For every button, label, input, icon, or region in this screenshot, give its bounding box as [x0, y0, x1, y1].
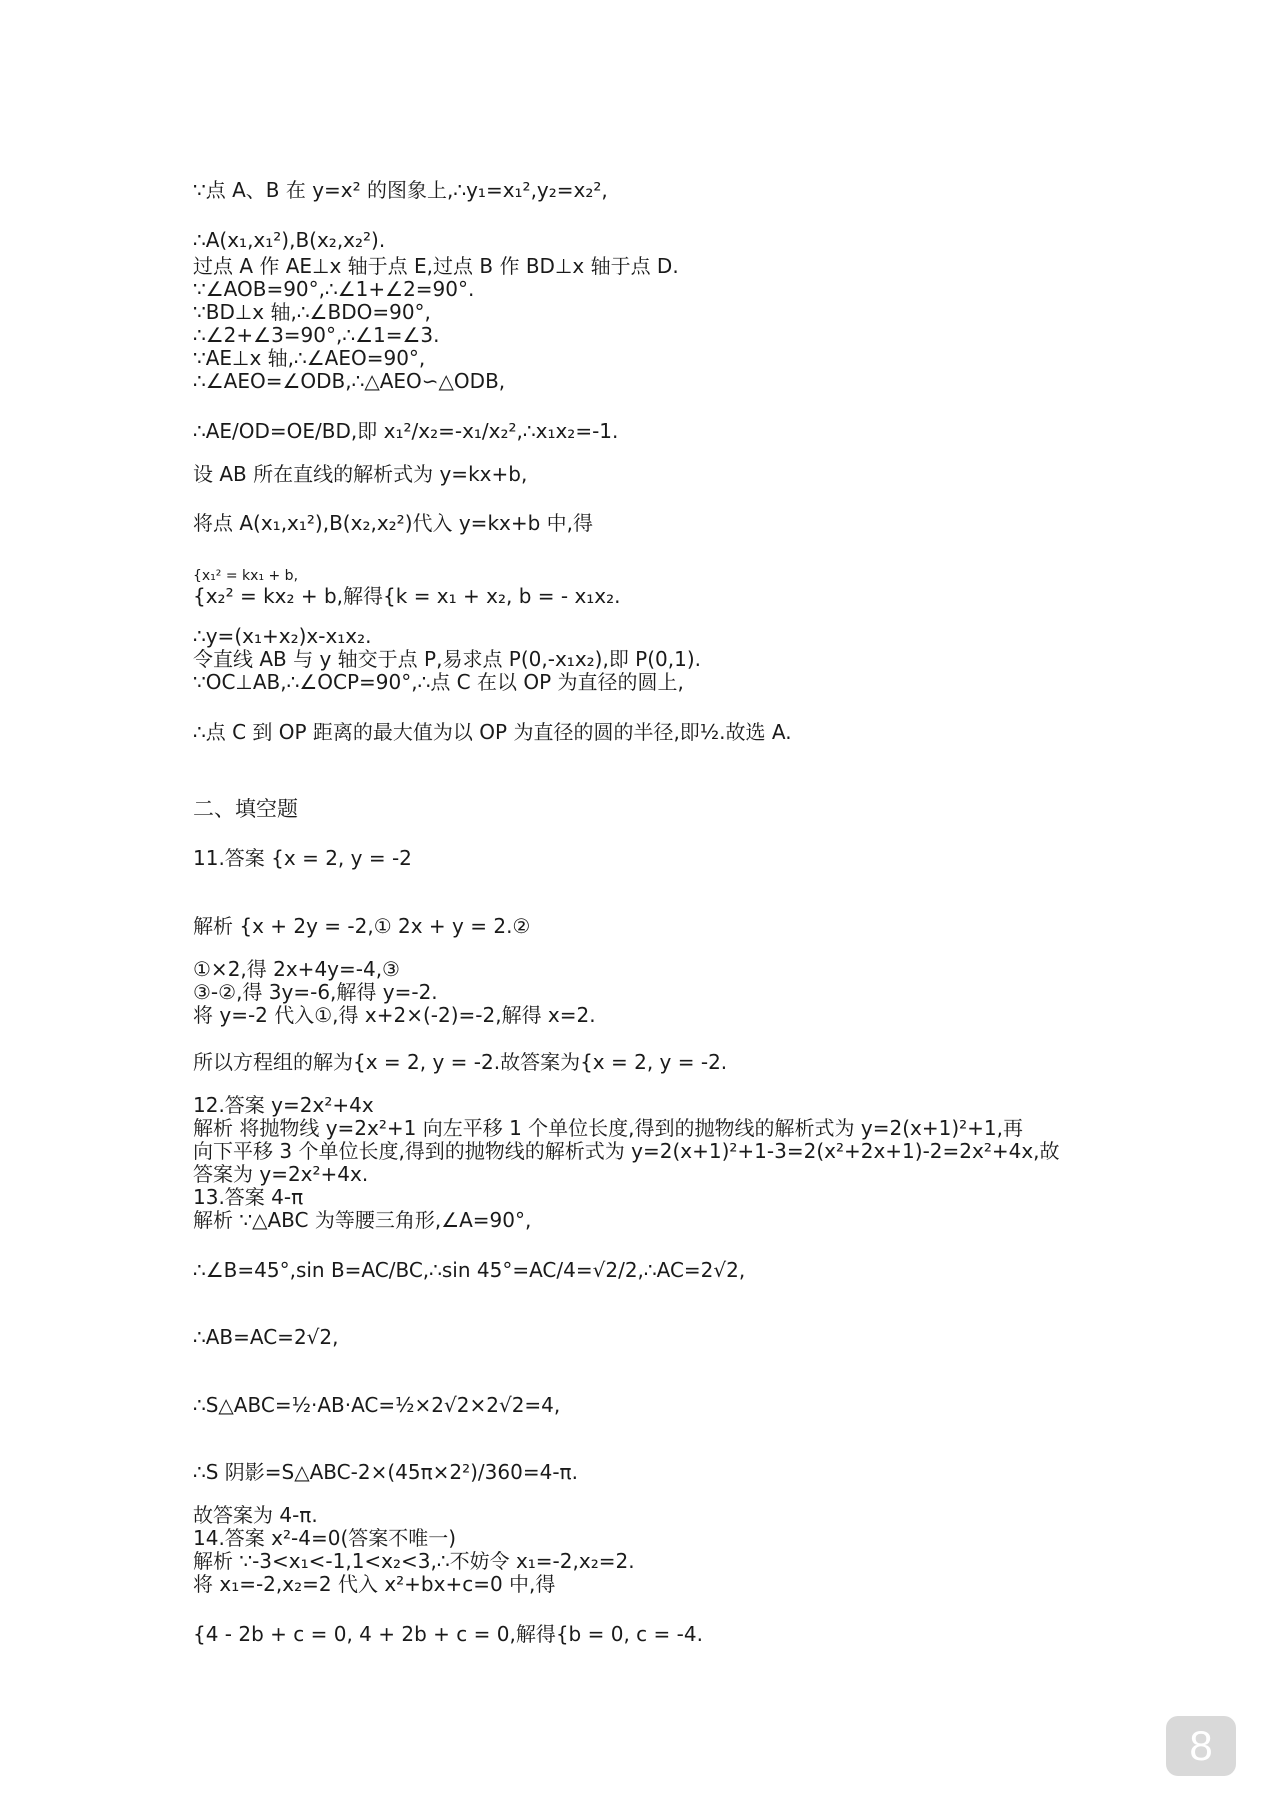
page-number-badge: 8: [1166, 1716, 1236, 1776]
text-line: ∴AE/OD=OE/BD,即 x₁²/x₂=-x₁/x₂²,∴x₁x₂=-1.: [193, 419, 619, 443]
text-line: ∴A(x₁,x₁²),B(x₂,x₂²).: [193, 228, 386, 252]
answer-line: 14.答案 x²-4=0(答案不唯一): [193, 1526, 457, 1550]
text-line: ∴∠AEO=∠ODB,∴△AEO∽△ODB,: [193, 369, 506, 393]
text-line: 将 x₁=-2,x₂=2 代入 x²+bx+c=0 中,得: [193, 1572, 556, 1596]
text-line: ∴S 阴影=S△ABC-2×(45π×2²)/360=4-π.: [193, 1460, 578, 1484]
text-line: 解析 {x + 2y = -2,① 2x + y = 2.②: [193, 914, 531, 938]
answer-line: 13.答案 4-π: [193, 1185, 304, 1209]
text-line: ∴AB=AC=2√2,: [193, 1325, 339, 1349]
text-line: ∵BD⊥x 轴,∴∠BDO=90°,: [193, 300, 431, 324]
text-line: 令直线 AB 与 y 轴交于点 P,易求点 P(0,-x₁x₂),即 P(0,1).: [193, 647, 702, 671]
text-line: 将 y=-2 代入①,得 x+2×(-2)=-2,解得 x=2.: [193, 1003, 596, 1027]
text-line: 所以方程组的解为{x = 2, y = -2.故答案为{x = 2, y = -2.: [193, 1050, 728, 1074]
text-line: ∵OC⊥AB,∴∠OCP=90°,∴点 C 在以 OP 为直径的圆上,: [193, 670, 684, 694]
text-line: 向下平移 3 个单位长度,得到的抛物线的解析式为 y=2(x+1)²+1-3=2(x²+2x+1)-2=2x²+4x,故: [193, 1139, 1060, 1163]
text-line: 故答案为 4-π.: [193, 1503, 318, 1527]
text-line: ∵AE⊥x 轴,∴∠AEO=90°,: [193, 346, 426, 370]
text-line: 答案为 y=2x²+4x.: [193, 1162, 369, 1186]
text-line: ∵∠AOB=90°,∴∠1+∠2=90°.: [193, 277, 475, 301]
text-line: 设 AB 所在直线的解析式为 y=kx+b,: [193, 462, 528, 486]
text-line: ∴∠2+∠3=90°,∴∠1=∠3.: [193, 323, 440, 347]
answer-line: 11.答案 {x = 2, y = -2: [193, 846, 412, 870]
text-line: ∴S△ABC=½·AB·AC=½×2√2×2√2=4,: [193, 1393, 561, 1417]
text-line: 过点 A 作 AE⊥x 轴于点 E,过点 B 作 BD⊥x 轴于点 D.: [193, 254, 679, 278]
text-line: ∴∠B=45°,sin B=AC/BC,∴sin 45°=AC/4=√2/2,∴AC=2√2,: [193, 1258, 746, 1282]
text-line: ∴y=(x₁+x₂)x-x₁x₂.: [193, 624, 372, 648]
equation-line: {x₂² = kx₂ + b,解得{k = x₁ + x₂, b = - x₁x₂.: [193, 584, 621, 608]
section-heading: 二、填空题: [193, 797, 298, 821]
text-line: ①×2,得 2x+4y=-4,③: [193, 957, 400, 981]
text-line: 解析 ∵-3<x₁<-1,1<x₂<3,∴不妨令 x₁=-2,x₂=2.: [193, 1549, 635, 1573]
equation-line: {x₁² = kx₁ + b,: [193, 568, 299, 584]
text-line: ③-②,得 3y=-6,解得 y=-2.: [193, 980, 438, 1004]
text-line: ∵点 A、B 在 y=x² 的图象上,∴y₁=x₁²,y₂=x₂²,: [193, 178, 608, 202]
text-line: 解析 将抛物线 y=2x²+1 向左平移 1 个单位长度,得到的抛物线的解析式为 y=2(x+1)²+1,再: [193, 1116, 1023, 1140]
text-line: ∴点 C 到 OP 距离的最大值为以 OP 为直径的圆的半径,即½.故选 A.: [193, 720, 792, 744]
text-line: 解析 ∵△ABC 为等腰三角形,∠A=90°,: [193, 1208, 532, 1232]
equation-line: {4 - 2b + c = 0, 4 + 2b + c = 0,解得{b = 0, c = -4.: [193, 1622, 703, 1646]
answer-line: 12.答案 y=2x²+4x: [193, 1093, 374, 1117]
text-line: 将点 A(x₁,x₁²),B(x₂,x₂²)代入 y=kx+b 中,得: [193, 511, 594, 535]
